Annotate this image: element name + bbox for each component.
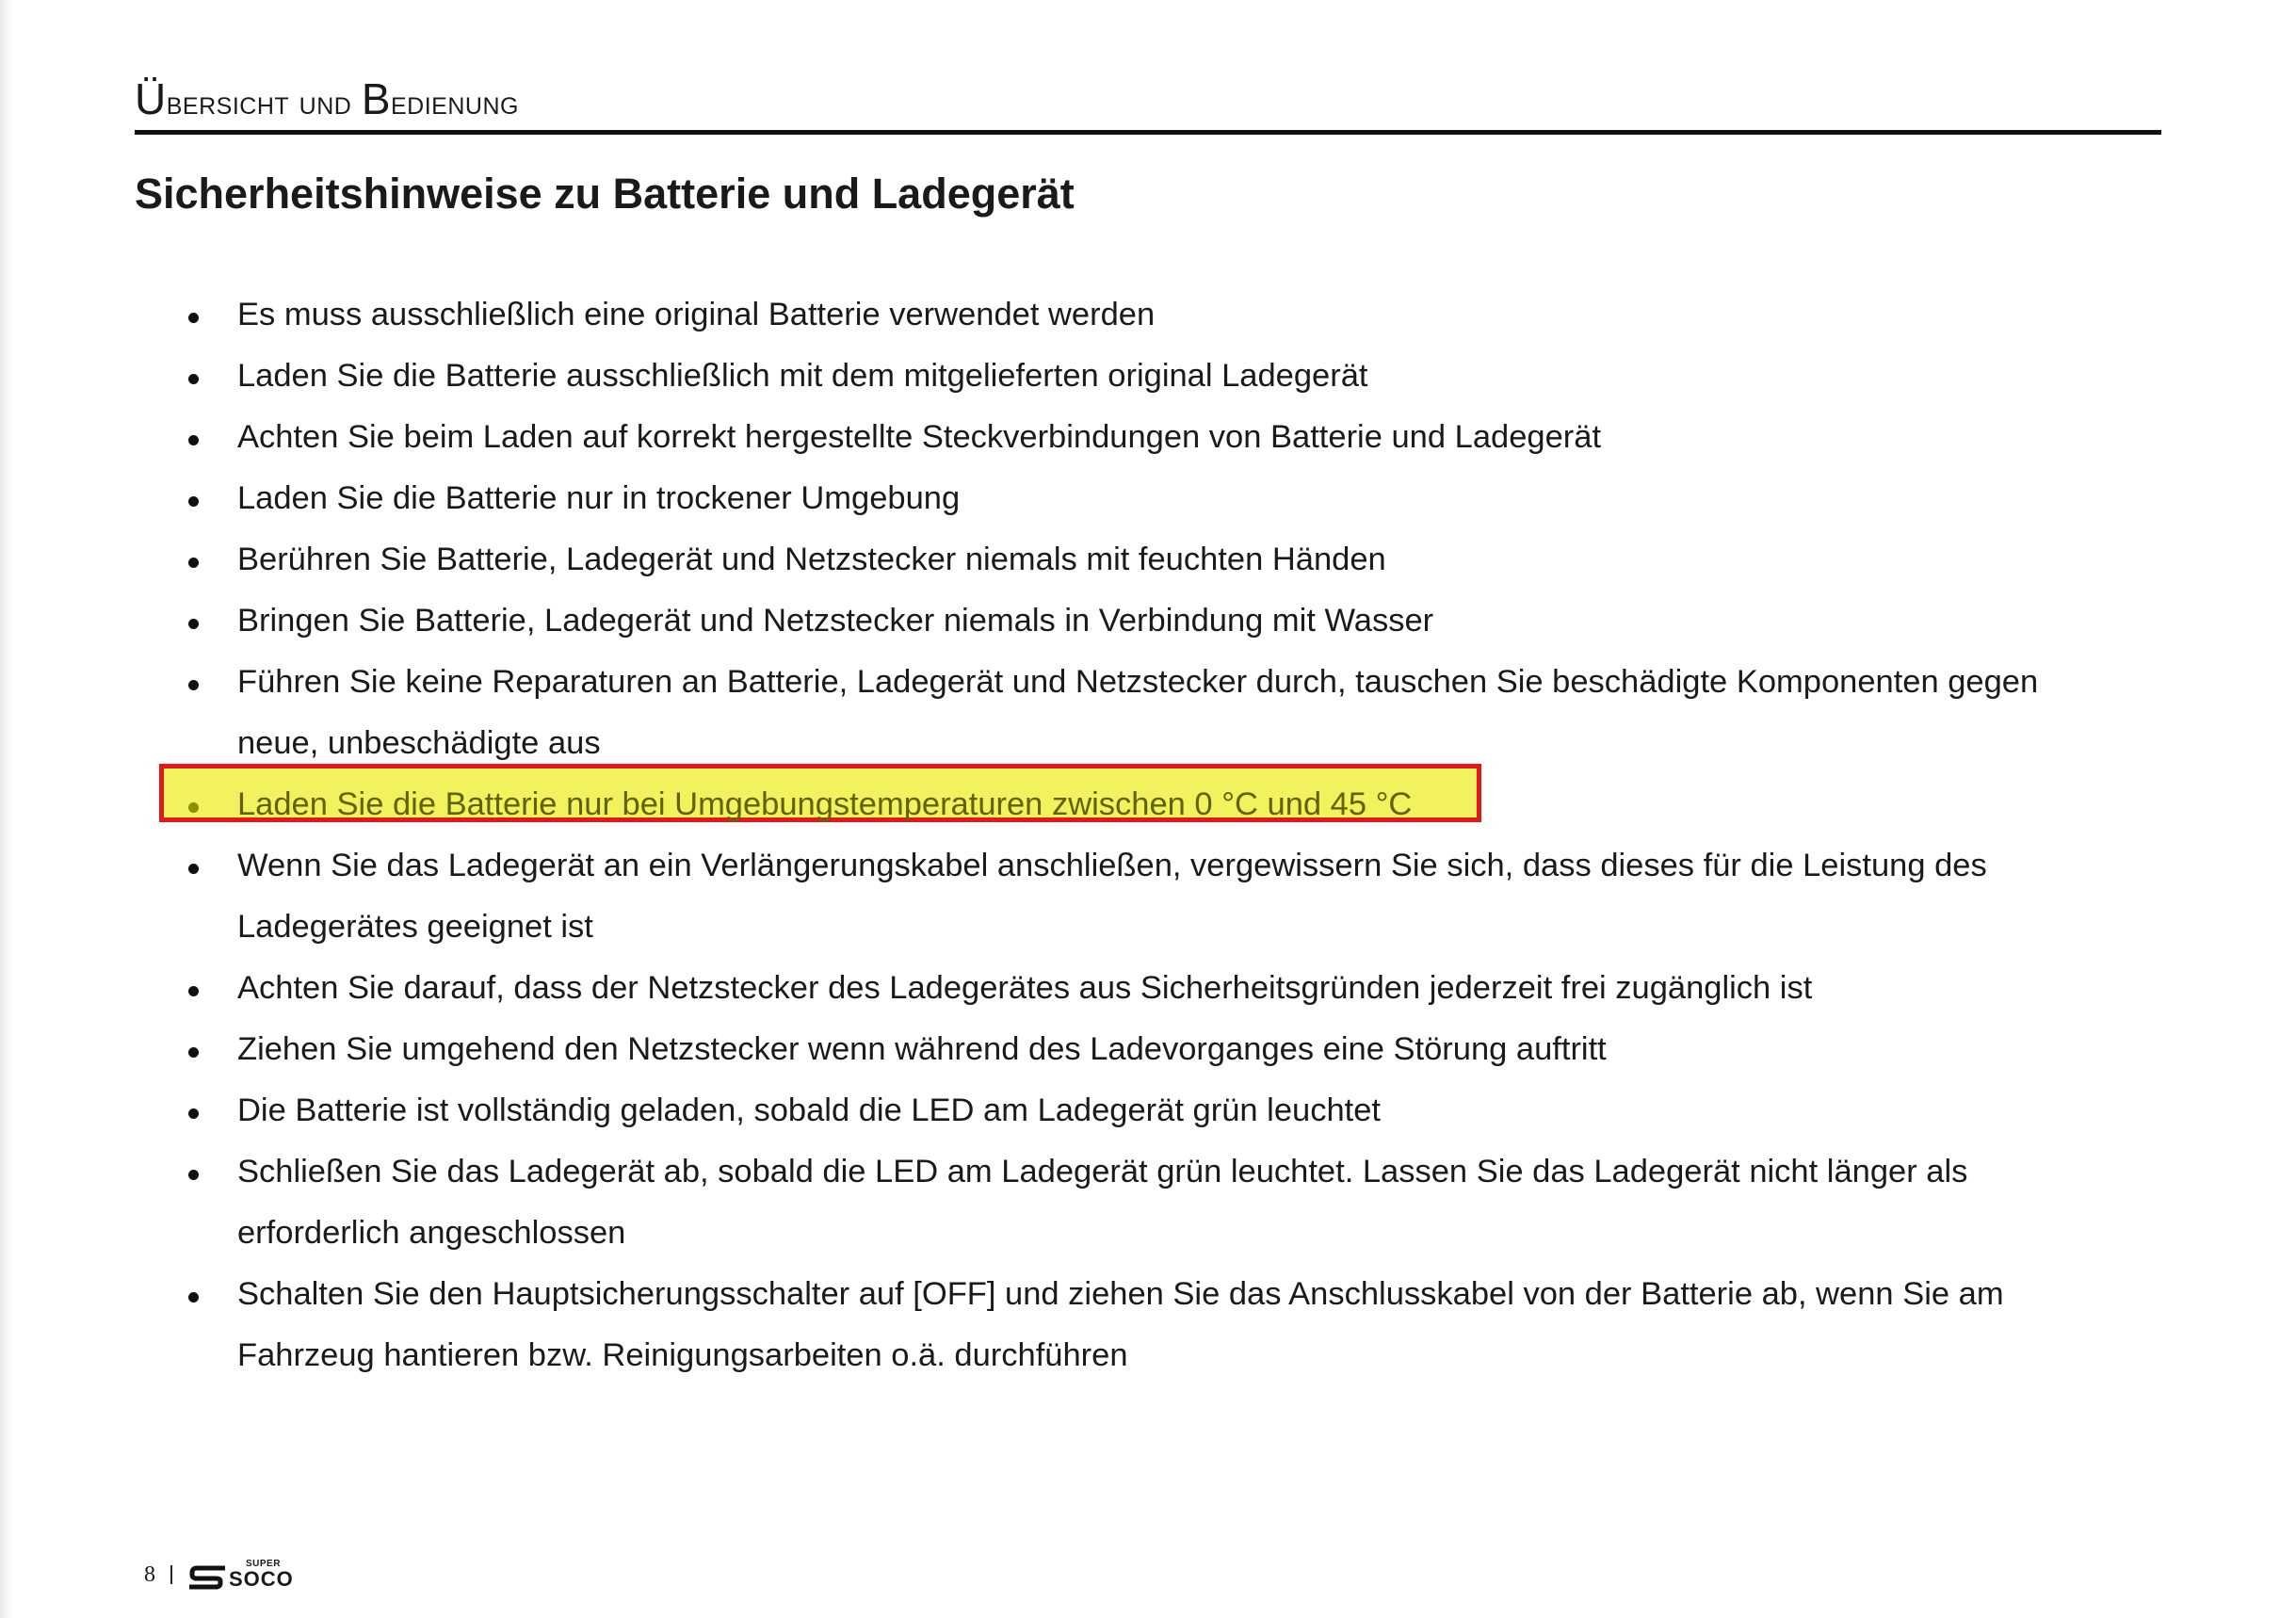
list-item: [179, 1141, 2138, 1264]
logo-super-text: SUPER: [246, 1559, 281, 1569]
list-item-line: Achten Sie beim Laden auf korrekt hergestellte Steckverbindungen von Batterie und Ladegerät: [237, 419, 1602, 455]
list-item-highlighted: [179, 774, 2138, 835]
list-item: [179, 529, 2138, 591]
list-item: [179, 591, 2138, 652]
super-soco-logo: [189, 1560, 294, 1590]
list-item-line: Ziehen Sie umgehend den Netzstecker wenn während des Ladevorganges eine Störung auftritt: [237, 1031, 1607, 1067]
section-header: [135, 75, 2161, 135]
list-item-line: Achten Sie darauf, dass der Netzstecker des Ladegerätes aus Sicherheitsgründen jederzeit frei zugänglich ist: [237, 970, 1813, 1006]
list-item: [179, 652, 2138, 774]
bullet-dot-icon: [188, 802, 199, 813]
list-item-line: erforderlich angeschlossen: [237, 1215, 626, 1251]
list-item: [179, 284, 2138, 346]
super-soco-s-logo-icon: [189, 1565, 225, 1590]
bullet-dot-icon: [188, 1170, 199, 1180]
safety-bullet-list: [179, 284, 2138, 1386]
bullet-dot-icon: [188, 1292, 199, 1302]
bullet-dot-icon: [188, 374, 199, 384]
bullet-dot-icon: [188, 435, 199, 445]
list-item-line: Laden Sie die Batterie ausschließlich mit dem mitgelieferten original Ladegerät: [237, 358, 1368, 394]
list-item-line: Ladegerätes geeignet ist: [237, 909, 593, 945]
bullet-dot-icon: [188, 680, 199, 690]
section-title: [135, 73, 519, 124]
scan-edge-shadow: [0, 0, 13, 1618]
section-title-capital: B: [361, 74, 391, 123]
bullet-dot-icon: [188, 1108, 199, 1119]
list-item-line: Laden Sie die Batterie nur bei Umgebungstemperaturen zwischen 0 °C und 45 °C: [237, 786, 1413, 822]
bullet-dot-icon: [188, 558, 199, 568]
page-footer: [144, 1559, 294, 1591]
page-number: 8: [144, 1561, 155, 1587]
list-item: [179, 407, 2138, 468]
list-item-line: Berühren Sie Batterie, Ladegerät und Netzstecker niemals mit feuchten Händen: [237, 542, 1386, 577]
section-title-capital: Ü: [135, 74, 167, 123]
bullet-dot-icon: [188, 864, 199, 874]
page-title: Sicherheitshinweise zu Batterie und Ladegerät: [135, 170, 1075, 218]
bullet-dot-icon: [188, 496, 199, 507]
list-item: [179, 1264, 2138, 1386]
list-item-line: Die Batterie ist vollständig geladen, sobald die LED am Ladegerät grün leuchtet: [237, 1092, 1382, 1128]
list-item-line: Schließen Sie das Ladegerät ab, sobald die LED am Ladegerät grün leuchtet. Lassen Sie das Ladegerät nicht länger als: [237, 1154, 1968, 1189]
list-item-line: neue, unbeschädigte aus: [237, 725, 601, 761]
list-item-line: Es muss ausschließlich eine original Batterie verwendet werden: [237, 297, 1156, 332]
bullet-dot-icon: [188, 1047, 199, 1058]
list-item: [179, 958, 2138, 1019]
footer-divider: [170, 1565, 172, 1584]
bullet-dot-icon: [188, 313, 199, 323]
list-item-line: Führen Sie keine Reparaturen an Batterie, Ladegerät und Netzstecker durch, tauschen Sie beschädigte Komponenten gegen: [237, 664, 2039, 700]
bullet-dot-icon: [188, 619, 199, 629]
list-item-line: Laden Sie die Batterie nur in trockener Umgebung: [237, 480, 961, 516]
section-title-text: bersicht und: [166, 83, 362, 121]
logo-soco-text: SOCO: [229, 1567, 294, 1591]
list-item: [179, 346, 2138, 407]
list-item: [179, 1080, 2138, 1141]
list-item-line: Wenn Sie das Ladegerät an ein Verlängerungskabel anschließen, vergewissern Sie sich, dass dieses für die Leistung des: [237, 848, 1987, 883]
list-item-line: Fahrzeug hantieren bzw. Reinigungsarbeiten o.ä. durchführen: [237, 1337, 1128, 1373]
list-item: [179, 1019, 2138, 1080]
section-title-text: edienung: [391, 83, 519, 121]
list-item-line: Bringen Sie Batterie, Ladegerät und Netzstecker niemals in Verbindung mit Wasser: [237, 603, 1434, 639]
list-item: [179, 468, 2138, 529]
list-item: [179, 835, 2138, 958]
bullet-dot-icon: [188, 986, 199, 996]
list-item-line: Schalten Sie den Hauptsicherungsschalter auf [OFF] und ziehen Sie das Anschlusskabel von der Batterie ab, wenn Sie am: [237, 1276, 2004, 1312]
